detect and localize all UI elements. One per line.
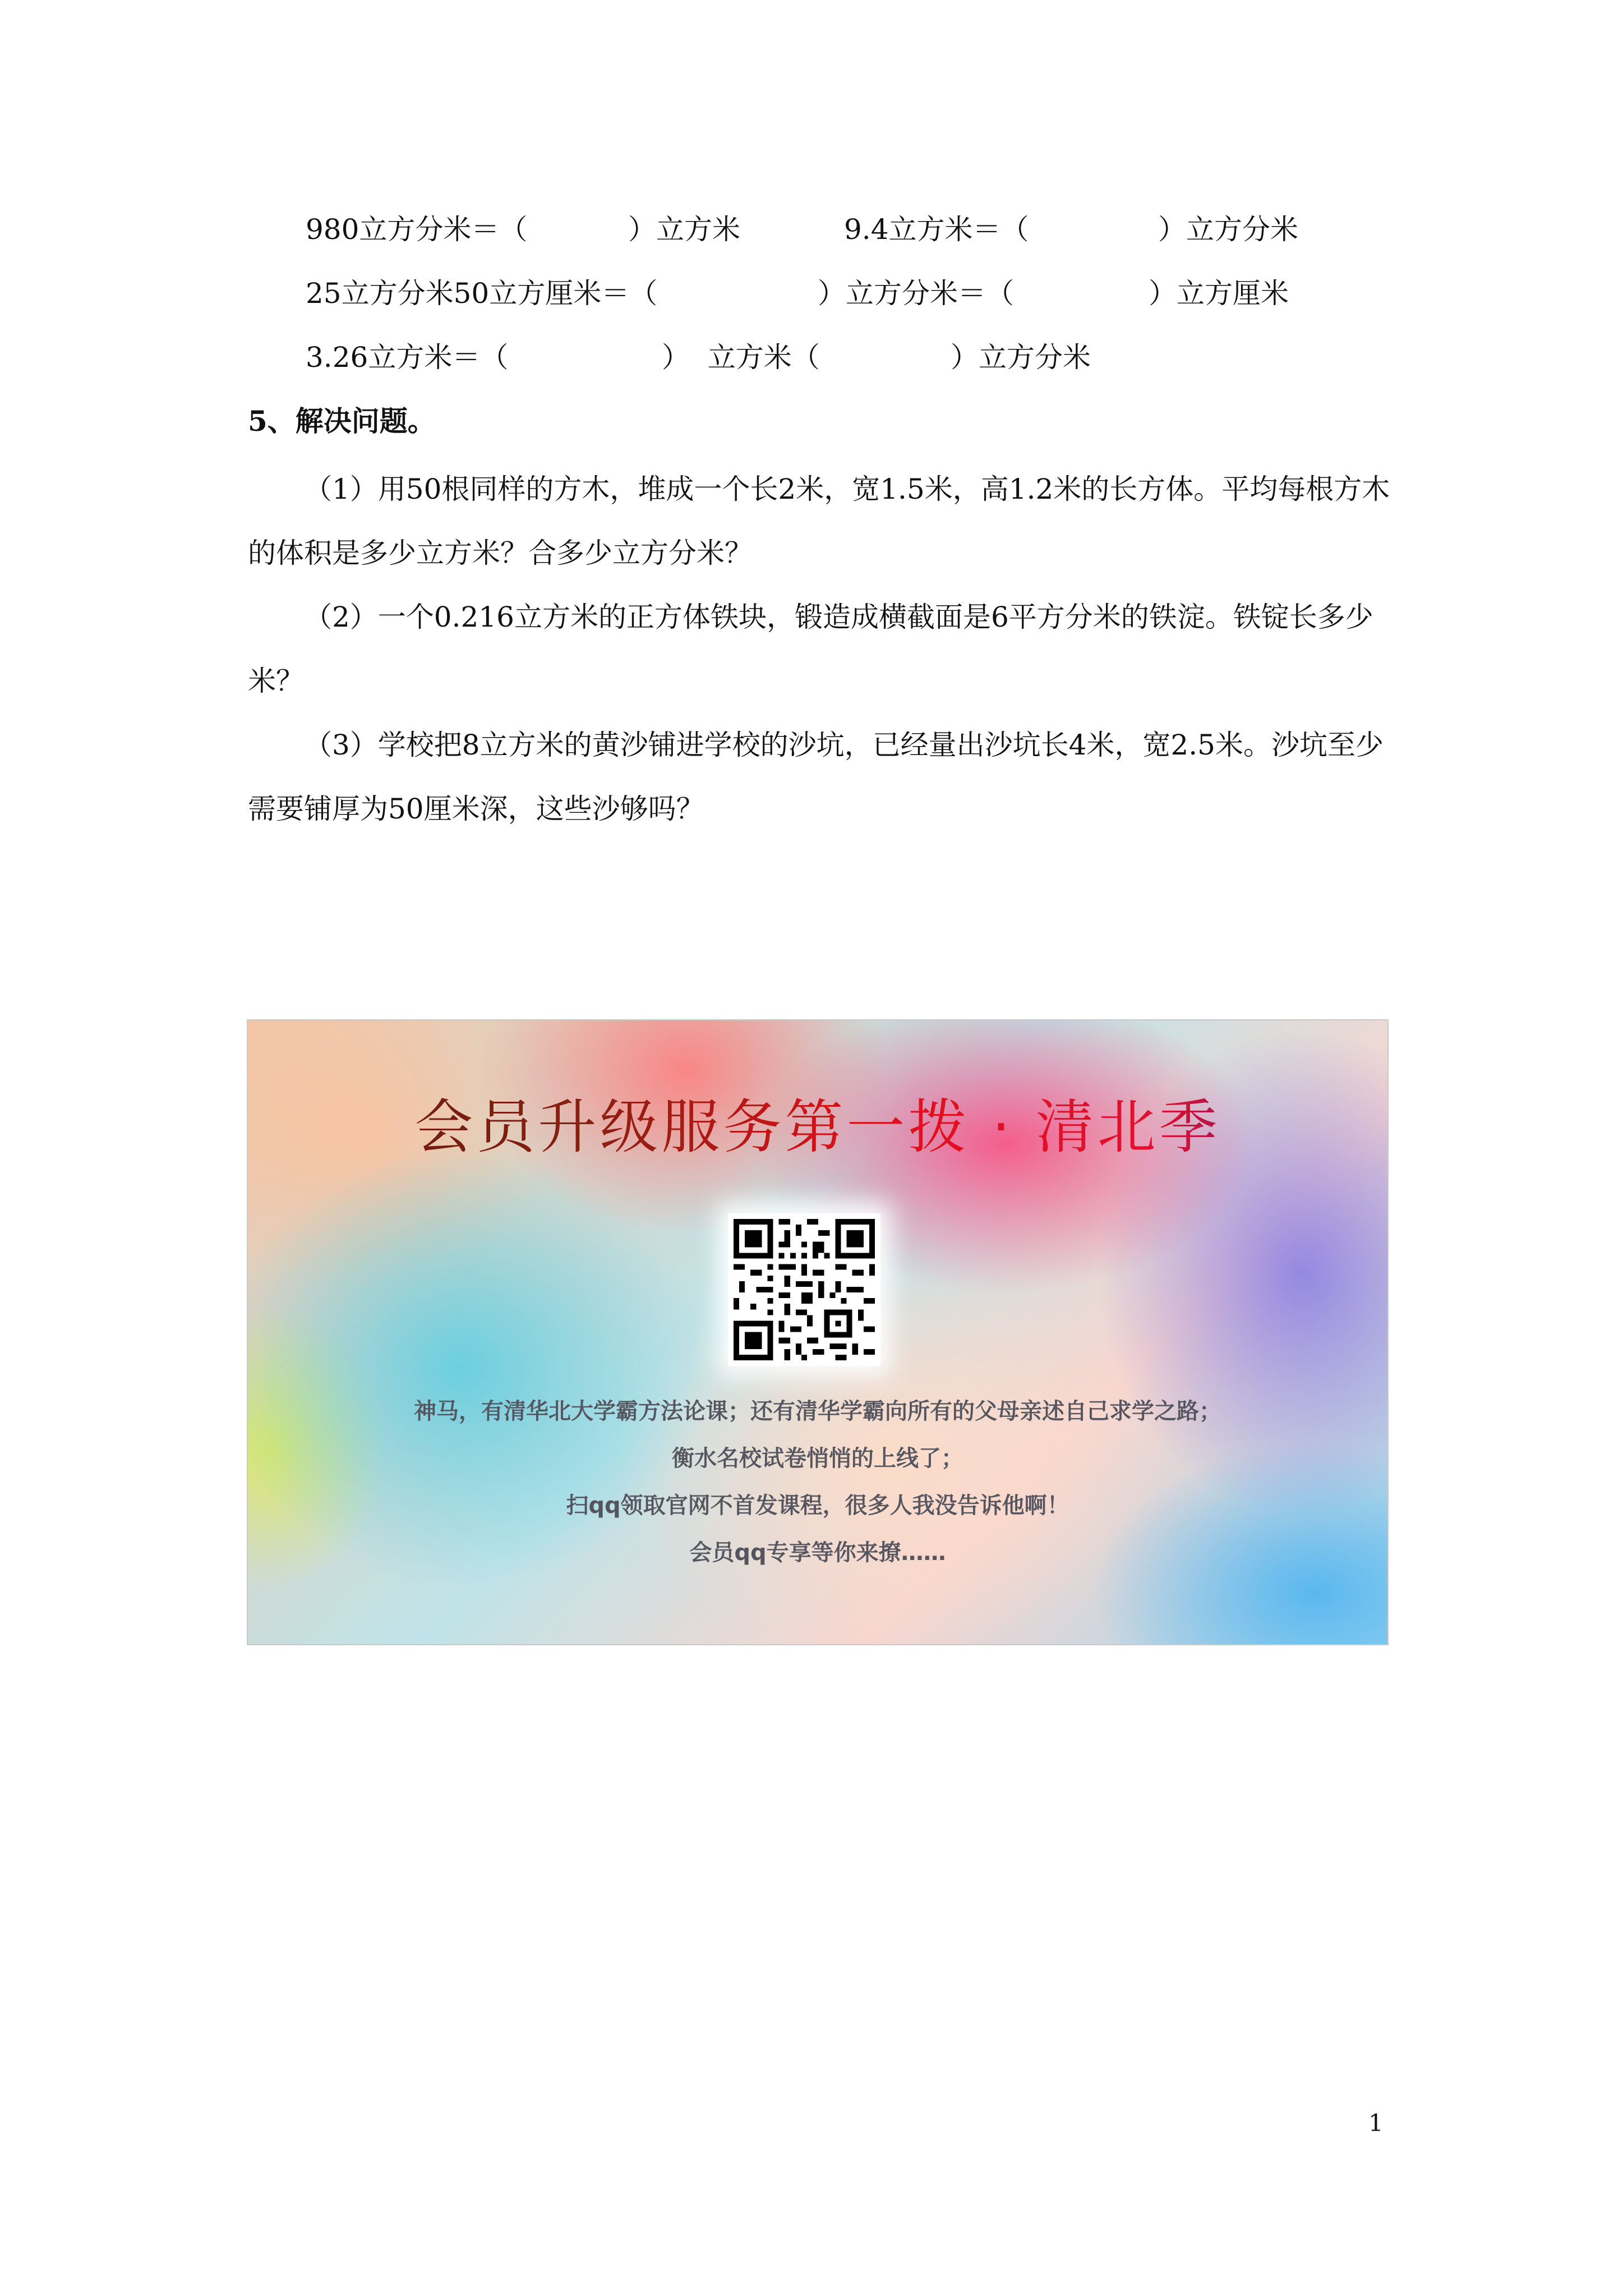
exercise-row-1-part-a: 980立方分米＝（ — [306, 213, 528, 246]
exercise-row-1-part-b: ）立方米 — [628, 213, 740, 246]
section-5-questions — [248, 457, 1392, 841]
banner-line-2: 衡水名校试卷悄悄的上线了； — [672, 1446, 963, 1471]
question-1: （1）用50根同样的方木，堆成一个长2米，宽1.5米，高1.2米的长方体。平均每根方木的体积是多少立方米？合多少立方分米？ — [248, 473, 1390, 569]
question-3: （3）学校把8立方米的黄沙铺进学校的沙坑，已经量出沙坑长4米，宽2.5米。沙坑至少需要铺厚为50厘米深，这些沙够吗？ — [248, 729, 1384, 825]
exercise-row-2-part-b: ）立方分米＝（ — [818, 277, 1014, 310]
exercise-row-3-part-b: ） 立方米（ — [662, 341, 820, 374]
exercise-row-2-part-c: ）立方厘米 — [1149, 277, 1289, 310]
exercise-row-3-part-a: 3.26立方米＝（ — [306, 341, 509, 374]
promo-banner — [247, 1019, 1389, 1645]
banner-title: 会员升级服务第一拨 · 清北季 — [248, 1091, 1387, 1163]
exercise-row-1-part-c: 9.4立方米＝（ — [844, 213, 1029, 246]
exercise-row-1-part-d: ）立方分米 — [1158, 213, 1298, 246]
question-2: （2）一个0.216立方米的正方体铁块，锻造成横截面是6平方分米的铁淀。铁锭长多少米？ — [248, 601, 1373, 697]
section-5-heading: 5、解决问题。 — [248, 404, 436, 438]
exercise-row-3-part-c: ）立方分米 — [951, 341, 1091, 374]
banner-line-3: 扫qq领取官网不首发课程，很多人我没告诉他啊！ — [566, 1493, 1069, 1519]
banner-line-1: 神马，有清华北大学霸方法论课；还有清华学霸向所有的父母亲述自己求学之路； — [414, 1398, 1221, 1424]
qr-code-icon — [734, 1219, 875, 1360]
exercise-row-2-part-a: 25立方分米50立方厘米＝（ — [306, 277, 658, 310]
banner-line-4: 会员qq专享等你来撩…… — [689, 1540, 946, 1566]
page-number: 1 — [1368, 2109, 1384, 2137]
qr-code[interactable] — [728, 1213, 880, 1366]
